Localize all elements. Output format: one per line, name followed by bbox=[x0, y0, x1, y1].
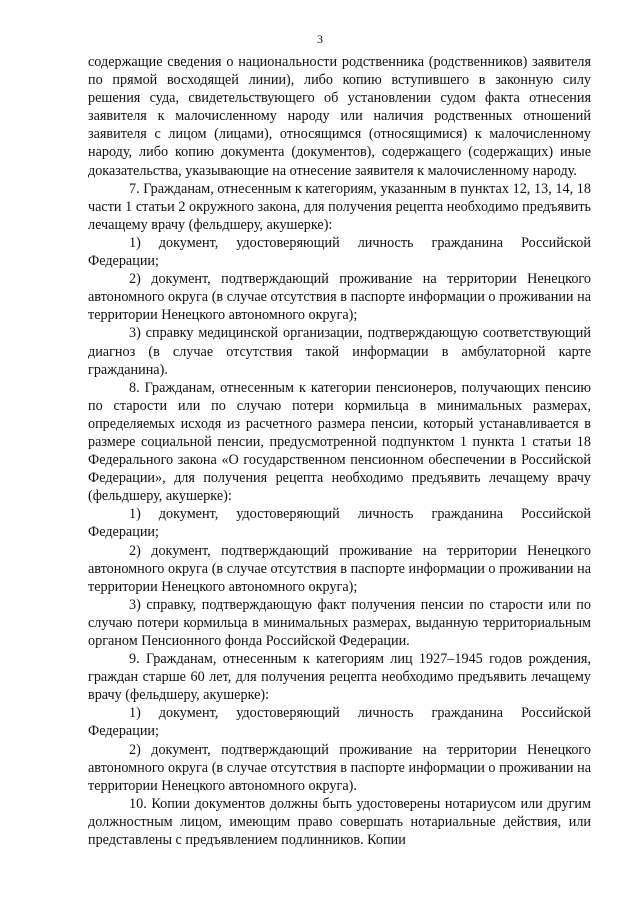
paragraph-7-item-3: 3) справку медицинской организации, подтверждающую соответствующий диагноз (в случае отсутствия такой информации в амбулаторной карте гражданина). bbox=[88, 325, 591, 378]
paragraph-1-continuation: содержащие сведения о национальности родственника (родственников) заявителя по прямой восходящей линии), либо копию вступившего в законную силу решения суда, свидетельствующего об установлении судом факта отнесения заявителя к малочисленному народу или наличия родственных отношений заявителя с лицом (лицами), относящимся (относящимися) к малочисленному народу, либо копию документа (документов), содержащего (содержащих) иные доказательства, указывающие на отнесение заявителя к малочисленному народу. bbox=[88, 54, 591, 179]
paragraph-9-item-2: 2) документ, подтверждающий проживание на территории Ненецкого автономного округа (в случае отсутствия в паспорте информации о проживании на территории Ненецкого автономного округа). bbox=[88, 741, 591, 794]
paragraph-8-item-3: 3) справку, подтверждающую факт получения пенсии по старости или по случаю потери кормильца в минимальных размерах, выданную территориальным органом Пенсионного фонда Российской Федерации. bbox=[88, 596, 591, 649]
paragraph-10: 10. Копии документов должны быть удостоверены нотариусом или другим должностным лицом, имеющим право совершать нотариальные действия, или представлены с предъявлением подлинников. Копии bbox=[88, 795, 591, 849]
paragraph-7: 7. Гражданам, отнесенным к категориям, указанным в пунктах 12, 13, 14, 18 части 1 статьи 2 окружного закона, для получения рецепта необходимо предъявить лечащему врачу (фельдшеру, акушерке): bbox=[88, 180, 591, 233]
paragraph-8: 8. Гражданам, отнесенным к категории пенсионеров, получающих пенсию по старости или по случаю потери кормильца в минимальных размерах, определяемых исходя из расчетного размера пенсии, который устанавливается в размере социальной пенсии, предусмотренной подпунктом 1 пункта 1 статьи 18 Федерального закона «О государственном пенсионном обеспечении в Российской Федерации», для получения рецепта необходимо предъявить лечащему врачу (фельдшеру, акушерке): bbox=[88, 379, 591, 505]
paragraph-7-item-1: 1) документ, удостоверяющий личность гражданина Российской Федерации; bbox=[88, 234, 591, 270]
paragraph-9: 9. Гражданам, отнесенным к категориям лиц 1927–1945 годов рождения, граждан старше 60 лет, для получения рецепта необходимо предъявить лечащему врачу (фельдшеру, акушерке): bbox=[88, 651, 591, 704]
paragraph-8-item-2: 2) документ, подтверждающий проживание на территории Ненецкого автономного округа (в случае отсутствия в паспорте информации о проживании на территории Ненецкого автономного округа); bbox=[88, 542, 591, 595]
paragraph-8-item-1: 1) документ, удостоверяющий личность гражданина Российской Федерации; bbox=[88, 506, 591, 541]
paragraph-7-item-2: 2) документ, подтверждающий проживание на территории Ненецкого автономного округа (в случае отсутствия в паспорте информации о проживании на территории Ненецкого автономного округа); bbox=[88, 271, 591, 324]
paragraph-9-item-1: 1) документ, удостоверяющий личность гражданина Российской Федерации; bbox=[88, 705, 591, 740]
document-body bbox=[88, 53, 591, 849]
page-number: 3 bbox=[317, 32, 323, 46]
